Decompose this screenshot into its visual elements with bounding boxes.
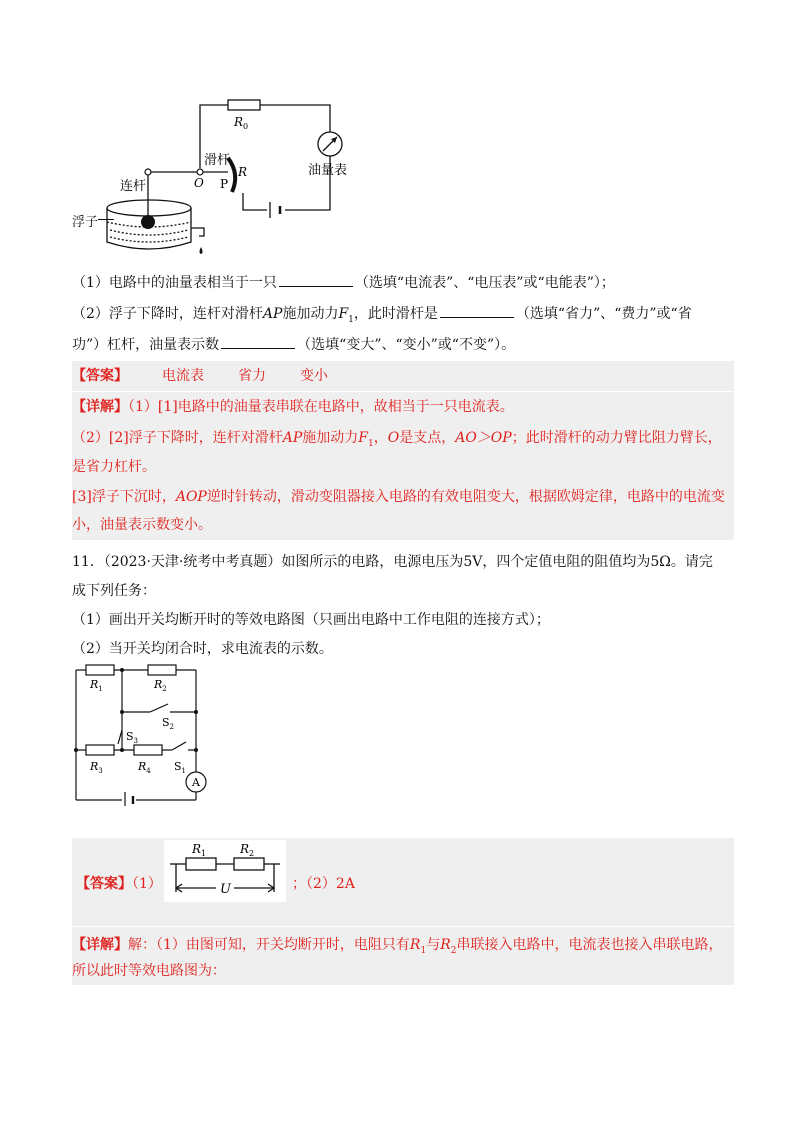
answer-blank-1 bbox=[279, 272, 353, 287]
q10-detail-p2: （2）[2]浮子下降时，连杆对滑杆AP施加动力$F_1$，O是支点，AO＞OP；此时滑杆的动力臂比阻力臂长， bbox=[72, 430, 722, 449]
resistor-r3 bbox=[86, 745, 114, 755]
oil-gauge-figure bbox=[100, 90, 360, 260]
q10-detail-p3-cont: 小，油量表示数变小。 bbox=[72, 517, 212, 533]
q11-line-4: （2）当开关均闭合时，求电流表的示数。 bbox=[72, 641, 333, 657]
q11-line-1: 11．（2023·天津·统考中考真题）如图所示的电路，电源电压为5V，四个定值电阻的阻值均为5Ω。请完 bbox=[72, 554, 713, 570]
float-ball bbox=[141, 215, 155, 229]
slider-label: 滑杆 bbox=[204, 153, 231, 168]
resistor-r0 bbox=[228, 100, 260, 110]
q10-detail-p1: 【详解】（1）[1]电路中的油量表串联在电路中，故相当于一只电流表。 bbox=[72, 399, 514, 415]
equivalent-circuit bbox=[164, 840, 286, 902]
ammeter-label: A bbox=[192, 776, 200, 789]
q11-answer-tag: 【答案】（1） bbox=[76, 876, 162, 892]
equiv-r1-label: $R_1$ bbox=[192, 842, 207, 858]
equiv-u-label: U bbox=[220, 882, 231, 897]
q11-detail-line-2: 所以此时等效电路图为： bbox=[72, 963, 226, 979]
r4-label: $R_4$ bbox=[138, 760, 151, 775]
rheostat-r-label: R bbox=[238, 165, 248, 179]
answer-blank-2 bbox=[440, 303, 514, 318]
s1-label: $S_1$ bbox=[174, 760, 187, 775]
answer-blank-3 bbox=[221, 334, 295, 349]
q10-line-2: （2）浮子下降时，连杆对滑杆AP施加动力$F_1$，此时滑杆是 （选填“省力”、“费力”或“省 bbox=[72, 303, 732, 331]
r3-label: $R_3$ bbox=[90, 760, 103, 775]
resistor-r1 bbox=[86, 665, 114, 675]
equiv-resistor-r1 bbox=[186, 858, 216, 870]
r2-label: $R_2$ bbox=[154, 678, 167, 693]
float-label: 浮子 bbox=[72, 215, 99, 230]
resistor-r4 bbox=[134, 745, 162, 755]
q10-detail-p3: [3]浮子下沉时，AOP逆时针转动，滑动变阻器接入电路的有效电阻变大，根据欧姆定律，电路中的电流变 bbox=[72, 489, 725, 505]
equiv-r2-label: $R_2$ bbox=[240, 842, 255, 858]
gauge-label: 油量表 bbox=[308, 163, 348, 178]
r0-label: $R_0$ bbox=[234, 115, 249, 131]
resistor-r2 bbox=[148, 665, 176, 675]
q10-detail-p2-cont: 是省力杠杆。 bbox=[72, 459, 156, 475]
q10-answer: 【答案】 电流表 省力 变小 bbox=[72, 365, 732, 387]
q11-detail-line-1: 【详解】解：（1）由图可知，开关均断开时，电阻只有$R_1$与$R_2$串联接入电路中，电流表也接入串联电路， bbox=[72, 937, 723, 956]
r1-label: $R_1$ bbox=[90, 678, 103, 693]
answer-item: 变小 bbox=[300, 368, 328, 384]
s2-label: $S_2$ bbox=[162, 716, 175, 731]
equiv-resistor-r2 bbox=[234, 858, 264, 870]
p-label: P bbox=[220, 177, 229, 191]
circuit-diagram bbox=[70, 658, 220, 806]
q11-answer-part2: ；（2）2A bbox=[292, 876, 355, 892]
connector-label: 连杆 bbox=[120, 179, 147, 194]
s3-label: $S_3$ bbox=[126, 730, 139, 745]
answer-item: 省力 bbox=[238, 368, 266, 384]
pivot-o-label: O bbox=[194, 176, 204, 190]
q11-line-2: 成下列任务： bbox=[72, 583, 156, 599]
q11-line-3: （1）画出开关均断开时的等效电路图（只画出电路中工作电阻的连接方式）； bbox=[72, 612, 550, 628]
answer-item: 电流表 bbox=[162, 368, 204, 384]
q10-line-1: （1）电路中的油量表相当于一只 （选填“电流表”、“电压表”或“电能表”）； bbox=[72, 272, 732, 294]
q10-line-3: 功”）杠杆，油量表示数 （选填“变大”、“变小”或“不变”）。 bbox=[72, 334, 732, 356]
